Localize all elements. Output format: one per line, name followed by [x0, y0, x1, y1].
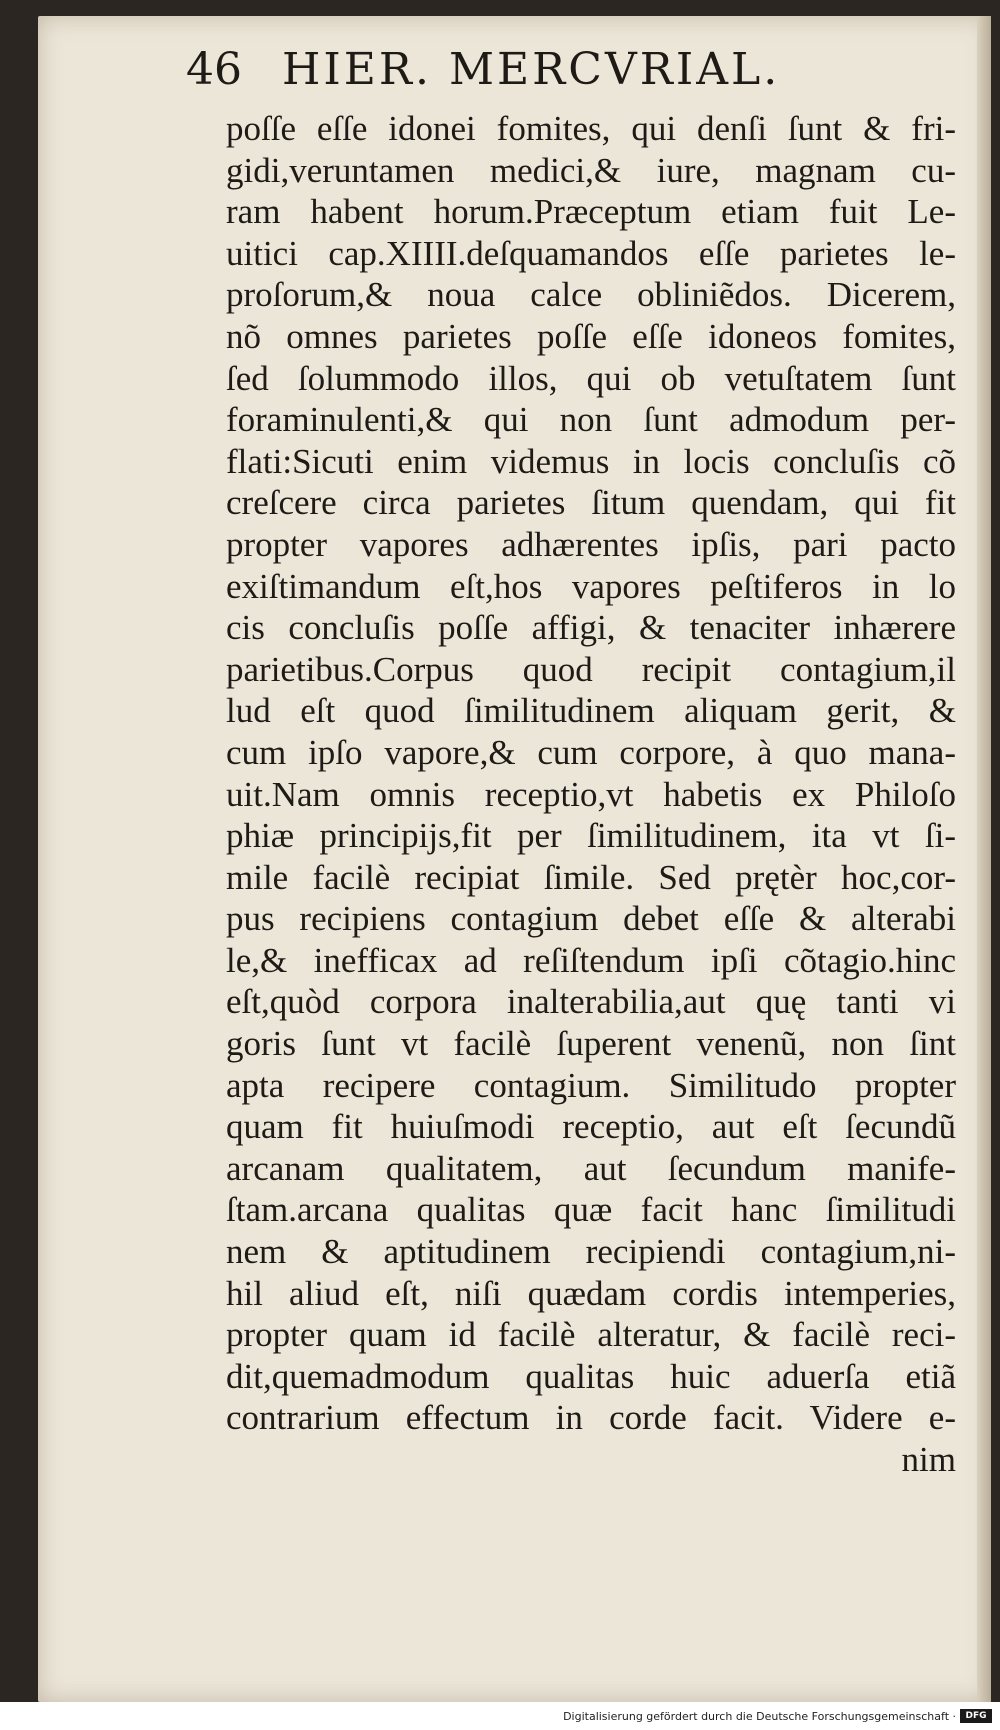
text-line: nõ omnes parietes poſſe eſſe idoneos fomites,: [226, 316, 956, 356]
catchword: nim: [901, 1440, 956, 1479]
text-line: nem & aptitudinem recipiendi contagium,ni-: [226, 1232, 956, 1272]
text-line: poſſe eſſe idonei fomites, qui denſi ſunt & fri-: [226, 109, 956, 148]
running-title: HIER. MERCVRIAL.: [282, 44, 781, 95]
text-line: flati:Sicuti enim videmus in locis concluſis cõ: [226, 441, 956, 481]
text-line: quam fit huiuſmodi receptio, aut eſt ſecundũ: [226, 1107, 956, 1147]
text-line: le,& inefficax ad reſiſtendum ipſi cõtagio.hinc: [226, 940, 956, 980]
digitization-footer: [0, 1702, 1000, 1730]
page-header: [186, 44, 906, 95]
text-line: hil aliud eſt, niſi quædam cordis intemperies,: [226, 1273, 956, 1313]
text-line: proſorum,& noua calce obliniẽdos. Dicerem,: [226, 275, 956, 315]
text-line: cum ipſo vapore,& cum corpore, à quo mana-: [226, 732, 956, 772]
dfg-logo: DFG: [960, 1709, 992, 1723]
text-line: exiſtimandum eſt,hos vapores peſtiferos in lo: [226, 566, 956, 606]
text-line: foraminulenti,& qui non ſunt admodum per-: [226, 400, 956, 440]
text-line: lud eſt quod ſimilitudinem aliquam gerit, &: [226, 691, 956, 731]
text-line: cis concluſis poſſe affigi, & tenaciter inhærere: [226, 608, 956, 648]
text-line: gidi,veruntamen medici,& iure, magnam cu-: [226, 150, 956, 190]
text-line: parietibus.Corpus quod recipit contagium,il: [226, 649, 956, 689]
body-text: [226, 108, 956, 1481]
text-line: contrarium effectum in corde facit. Videre e-: [226, 1398, 956, 1438]
text-line: ram habent horum.Præceptum etiam fuit Le-: [226, 192, 956, 232]
text-line: creſcere circa parietes ſitum quendam, qui fit: [226, 483, 956, 523]
text-line: goris ſunt vt facilè ſuperent venenũ, non ſint: [226, 1024, 956, 1064]
text-line: dit,quemadmodum qualitas huic aduerſa etiã: [226, 1356, 956, 1396]
text-line: phiæ principijs,fit per ſimilitudinem, ita vt ſi-: [226, 816, 956, 856]
text-line: arcanam qualitatem, aut ſecundum manife-: [226, 1148, 956, 1188]
funding-credit: Digitalisierung gefördert durch die Deutsche Forschungsgemeinschaft ·: [563, 1710, 956, 1723]
page-edge: [977, 16, 991, 1702]
text-line: ſed ſolummodo illos, qui ob vetuſtatem ſunt: [226, 358, 956, 398]
text-line: uit.Nam omnis receptio,vt habetis ex Philoſo: [226, 774, 956, 814]
text-line: propter quam id facilè alteratur, & facilè reci-: [226, 1315, 956, 1355]
text-line: apta recipere contagium. Similitudo propter: [226, 1065, 956, 1105]
page-number: 46: [186, 44, 242, 95]
text-line: pus recipiens contagium debet eſſe & alterabi: [226, 899, 956, 939]
text-line: mile facilè recipiat ſimile. Sed prętèr hoc,cor-: [226, 857, 956, 897]
text-line: propter vapores adhærentes ipſis, pari pacto: [226, 524, 956, 564]
text-line: eſt,quòd corpora inalterabilia,aut quę tanti vi: [226, 982, 956, 1022]
text-line: uitici cap.XIIII.deſquamandos eſſe parietes le-: [226, 233, 956, 273]
text-line: ſtam.arcana qualitas quæ facit hanc ſimilitudi: [226, 1190, 956, 1230]
